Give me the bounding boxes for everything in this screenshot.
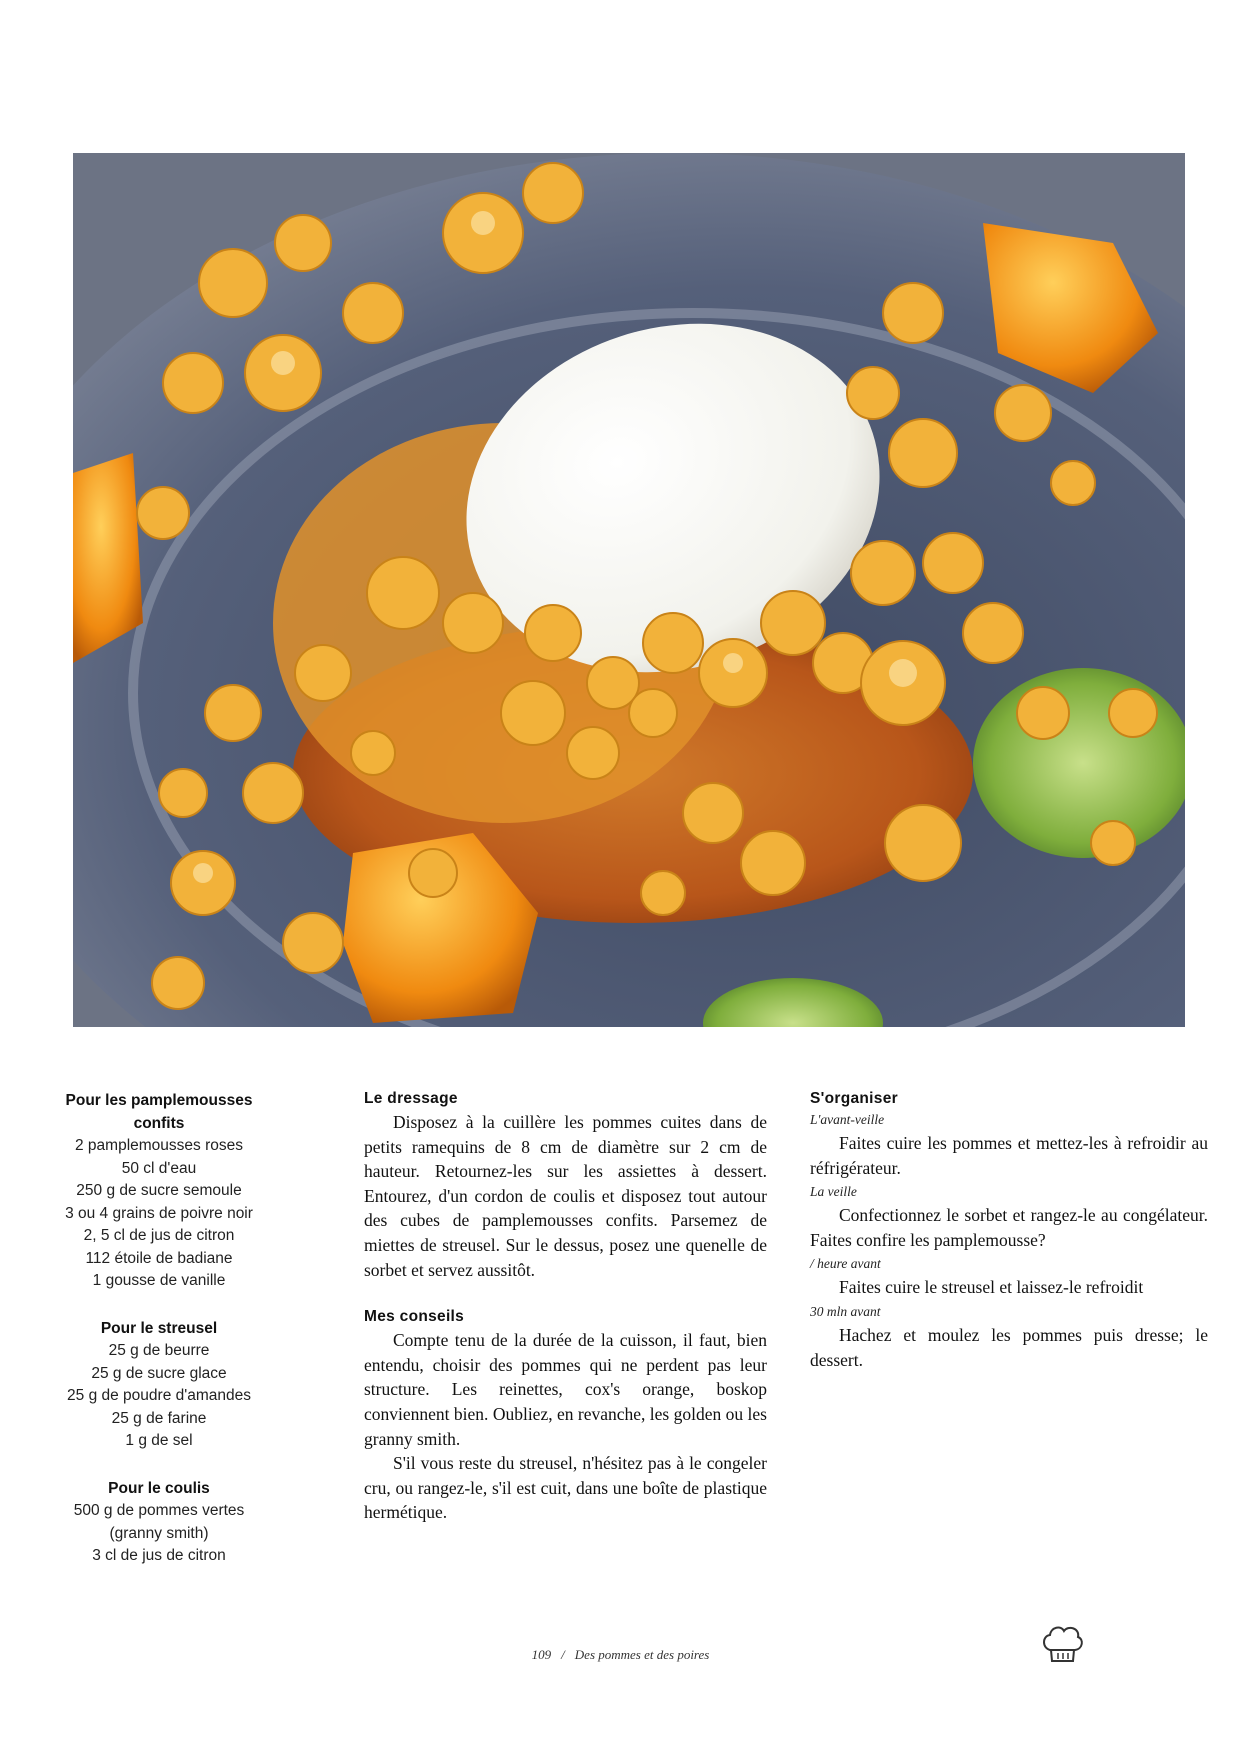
- step-timing: 30 mln avant: [810, 1303, 881, 1319]
- ingredient-item: 1 g de sel: [125, 1432, 193, 1449]
- chapter-title: Des pommes et des poires: [574, 1647, 710, 1662]
- step-timing: L'avant-veille: [810, 1112, 885, 1127]
- ingredient-item: 25 g de beurre: [108, 1342, 210, 1359]
- ingredient-item: (granny smith): [109, 1524, 209, 1542]
- dressage-section: [364, 1090, 767, 1282]
- step-text: Hachez et moulez les pommes puis dresse; le dessert.: [810, 1324, 1208, 1370]
- section-title: Pour le coulis: [108, 1479, 210, 1497]
- step-timing: / heure avant: [810, 1256, 881, 1272]
- ingredient-item: 3 ou 4 grains de poivre noir: [65, 1204, 253, 1222]
- instructions-column: [364, 1090, 767, 1551]
- step-text: Faites cuire le streusel et laissez-le refroidit: [839, 1277, 1144, 1298]
- section-title: Pour les pamplemousses confits: [65, 1092, 253, 1132]
- ingredient-item: 25 g de poudre d'amandes: [67, 1387, 251, 1404]
- paragraph: Compte tenu de la durée de la cuisson, il faut, bien entendu, choisir des pommes qui ne perdent pas leur structure. Les reinettes, cox's orange, boskop conviennent bien. Oubliez, en revanche, les golden ou les granny smith.: [364, 1330, 767, 1449]
- section-heading: S'organiser: [810, 1090, 898, 1107]
- ingredient-item: 25 g de sucre glace: [91, 1364, 227, 1382]
- organiser-column: [810, 1090, 1208, 1372]
- chef-hat-icon: [1038, 1620, 1086, 1668]
- paragraph: Disposez à la cuillère les pommes cuites dans de petits ramequins de 8 cm de diamètre sur 2 cm de hauteur. Retournez-les sur les assiettes à dessert. Entourez, d'un cordon de coulis et disposez tout autour des cubes de pamplemousses confits. Parsemez de miettes de streusel. Sur le dessus, posez une quenelle de sorbet et servez aussitôt.: [364, 1112, 767, 1280]
- section-heading: Le dressage: [364, 1090, 458, 1107]
- ingredients-column: [46, 1090, 272, 1593]
- ingredients-section-pamplemousses: [46, 1090, 272, 1293]
- ingredient-item: 2, 5 cl de jus de citron: [83, 1227, 235, 1244]
- step-text: Faites cuire les pommes et mettez-les à refroidir au réfrigérateur.: [810, 1133, 1208, 1178]
- ingredient-item: 50 cl d'eau: [121, 1159, 197, 1177]
- ingredient-item: 250 g de sucre semoule: [76, 1182, 242, 1199]
- conseils-section: [364, 1308, 767, 1525]
- ingredient-item: 2 pamplemousses roses: [75, 1137, 243, 1154]
- ingredient-item: 112 étoile de badiane: [85, 1249, 233, 1267]
- step-text: Confectionnez le sorbet et rangez-le au congélateur. Faites confire les pamplemousse?: [810, 1205, 1208, 1250]
- ingredients-section-streusel: [46, 1318, 272, 1453]
- ingredient-item: 1 gousse de vanille: [92, 1272, 226, 1289]
- page-number: 109: [531, 1647, 552, 1662]
- ingredient-item: 3 cl de jus de citron: [92, 1547, 226, 1564]
- section-title: Pour le streusel: [100, 1319, 218, 1337]
- dessert-photo: [73, 153, 1185, 1027]
- ingredients-section-coulis: [46, 1478, 272, 1568]
- ingredient-item: 500 g de pommes vertes: [73, 1502, 245, 1519]
- footer-separator: /: [561, 1647, 565, 1662]
- paragraph: S'il vous reste du streusel, n'hésitez pas à le congeler cru, ou rangez-le, s'il est cuit, dans une boîte de plastique hermétique.: [364, 1453, 767, 1523]
- ingredient-item: 25 g de farine: [111, 1409, 207, 1427]
- section-heading: Mes conseils: [364, 1308, 465, 1326]
- step-timing: La veille: [810, 1184, 857, 1200]
